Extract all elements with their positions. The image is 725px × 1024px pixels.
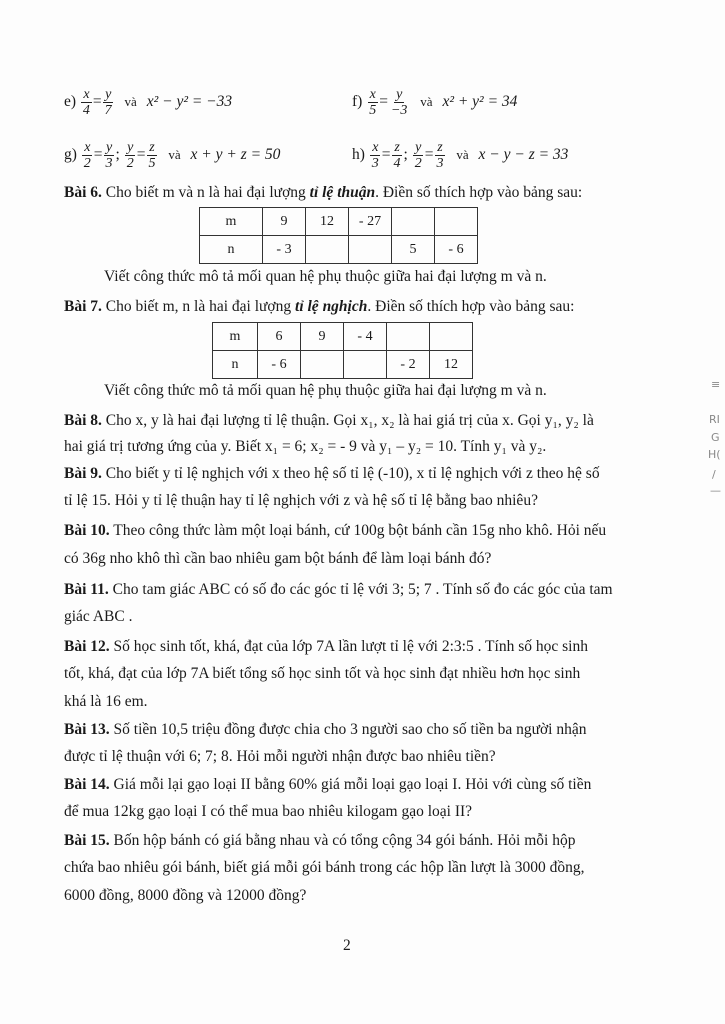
table-cell: n bbox=[200, 236, 263, 264]
equation-h: h) $\frac{x}{3}$ = $\frac{z}{4}$ ; $\frac{y}{2}$ = $\frac{z}{3}$ và x − y − z = 33 bbox=[352, 140, 569, 171]
bai6-prompt: Bài 6. Cho biết m và n là hai đại lượng tỉ lệ thuận. Điền số thích hợp vào bảng sau: bbox=[64, 184, 583, 201]
bai7-prompt: Bài 7. Cho biết m, n là hai đại lượng tỉ lệ nghịch. Điền số thích hợp vào bảng sau: bbox=[64, 298, 575, 315]
table-cell: 12 bbox=[430, 351, 473, 379]
bai13-line2: được tỉ lệ thuận với 6; 7; 8. Hỏi mỗi người nhận được bao nhiêu tiền? bbox=[64, 748, 496, 765]
bai10-line1: Bài 10. Theo công thức làm một loại bánh, cứ 100g bột bánh cần 15g nho khô. Hỏi nếu bbox=[64, 522, 607, 539]
table-cell bbox=[306, 236, 349, 264]
bai15-line3: 6000 đồng, 8000 đồng và 12000 đồng? bbox=[64, 887, 307, 904]
bai9-line2: tỉ lệ 15. Hỏi y tỉ lệ thuận hay tỉ lệ nghịch với z và hệ số tỉ lệ bằng bao nhiêu? bbox=[64, 492, 538, 509]
table-cell: 6 bbox=[258, 323, 301, 351]
table-cell: m bbox=[200, 208, 263, 236]
table-cell: - 4 bbox=[344, 323, 387, 351]
table-cell: - 3 bbox=[263, 236, 306, 264]
table-cell bbox=[430, 323, 473, 351]
margin-mark: — bbox=[710, 484, 721, 497]
bai7-note: Viết công thức mô tả mối quan hệ phụ thuộc giữa hai đại lượng m và n. bbox=[104, 382, 547, 399]
bai6-note: Viết công thức mô tả mối quan hệ phụ thuộc giữa hai đại lượng m và n. bbox=[104, 268, 547, 285]
table-cell: - 27 bbox=[349, 208, 392, 236]
margin-mark: G bbox=[711, 431, 720, 444]
bai9-line1: Bài 9. Cho biết y tỉ lệ nghịch với x theo hệ số tỉ lệ (-10), x tỉ lệ nghịch với z theo hệ số bbox=[64, 465, 600, 482]
bai15-line1: Bài 15. Bốn hộp bánh có giá bằng nhau và có tổng cộng 34 gói bánh. Hỏi mỗi hộp bbox=[64, 832, 576, 849]
bai6-row-n bbox=[200, 236, 478, 264]
bai6-table bbox=[199, 207, 478, 264]
bai7-table bbox=[212, 322, 473, 379]
bai8-line1: Bài 8. Cho x, y là hai đại lượng tỉ lệ thuận. Gọi x₁, x₂ là hai giá trị của x. Gọi y₁, y₂ là bbox=[64, 412, 594, 429]
table-cell: 12 bbox=[306, 208, 349, 236]
bai6-row-m bbox=[200, 208, 478, 236]
bai10-line2: có 36g nho khô thì cần bao nhiêu gam bột bánh để làm loại bánh đó? bbox=[64, 550, 492, 567]
equation-g: g) $\frac{x}{2}$ = $\frac{y}{3}$ ; $\frac{y}{2}$ = $\frac{z}{5}$ và x + y + z = 50 bbox=[64, 140, 281, 171]
bai14-line2: để mua 12kg gạo loại I có thể mua bao nhiêu kilogam gạo loại II? bbox=[64, 803, 473, 820]
page-number: 2 bbox=[343, 937, 351, 954]
margin-mark: ≡ bbox=[711, 378, 721, 391]
table-cell: 5 bbox=[392, 236, 435, 264]
bai8-line2: hai giá trị tương ứng của y. Biết x₁ = 6; x₂ = - 9 và y₁ – y₂ = 10. Tính y₁ và y₂. bbox=[64, 438, 547, 455]
bai12-line3: khá là 16 em. bbox=[64, 693, 148, 710]
table-cell: m bbox=[213, 323, 258, 351]
bai12-line1: Bài 12. Số học sinh tốt, khá, đạt của lớp 7A lần lượt tỉ lệ với 2:3:5 . Tính số học sinh bbox=[64, 638, 588, 655]
table-cell: - 2 bbox=[387, 351, 430, 379]
table-cell: n bbox=[213, 351, 258, 379]
bai12-line2: tốt, khá, đạt của lớp 7A biết tổng số học sinh tốt và học sinh đạt nhiều hơn học sinh bbox=[64, 665, 581, 682]
equation-f: f) $\frac{x}{5}$ = $\frac{y}{-3}$ và x² + y² = 34 bbox=[352, 87, 518, 118]
bai15-line2: chứa bao nhiêu gói bánh, biết giá mỗi gói bánh trong các hộp lần lượt là 3000 đồng, bbox=[64, 859, 585, 876]
table-cell bbox=[349, 236, 392, 264]
table-cell: 9 bbox=[301, 323, 344, 351]
equation-e: e) $\frac{x}{4}$ = $\frac{y}{7}$ và x² − y² = −33 bbox=[64, 87, 233, 118]
margin-mark: RI bbox=[709, 413, 720, 426]
table-cell bbox=[387, 323, 430, 351]
margin-mark: H( bbox=[708, 448, 721, 461]
bai11-line1: Bài 11. Cho tam giác ABC có số đo các góc tỉ lệ với 3; 5; 7 . Tính số đo các góc của tam bbox=[64, 581, 613, 598]
table-cell: - 6 bbox=[435, 236, 478, 264]
table-cell bbox=[392, 208, 435, 236]
table-cell bbox=[344, 351, 387, 379]
bai14-line1: Bài 14. Giá mỗi lại gạo loại II bằng 60% giá mỗi loại gạo loại I. Hỏi với cùng số tiền bbox=[64, 776, 592, 793]
bai11-line2: giác ABC . bbox=[64, 608, 133, 625]
table-cell: - 6 bbox=[258, 351, 301, 379]
bai7-row-m bbox=[213, 323, 473, 351]
table-cell bbox=[301, 351, 344, 379]
margin-mark: / bbox=[712, 468, 716, 481]
bai13-line1: Bài 13. Số tiền 10,5 triệu đồng được chia cho 3 người sao cho số tiền ba người nhận bbox=[64, 721, 587, 738]
table-cell bbox=[435, 208, 478, 236]
bai7-row-n bbox=[213, 351, 473, 379]
table-cell: 9 bbox=[263, 208, 306, 236]
